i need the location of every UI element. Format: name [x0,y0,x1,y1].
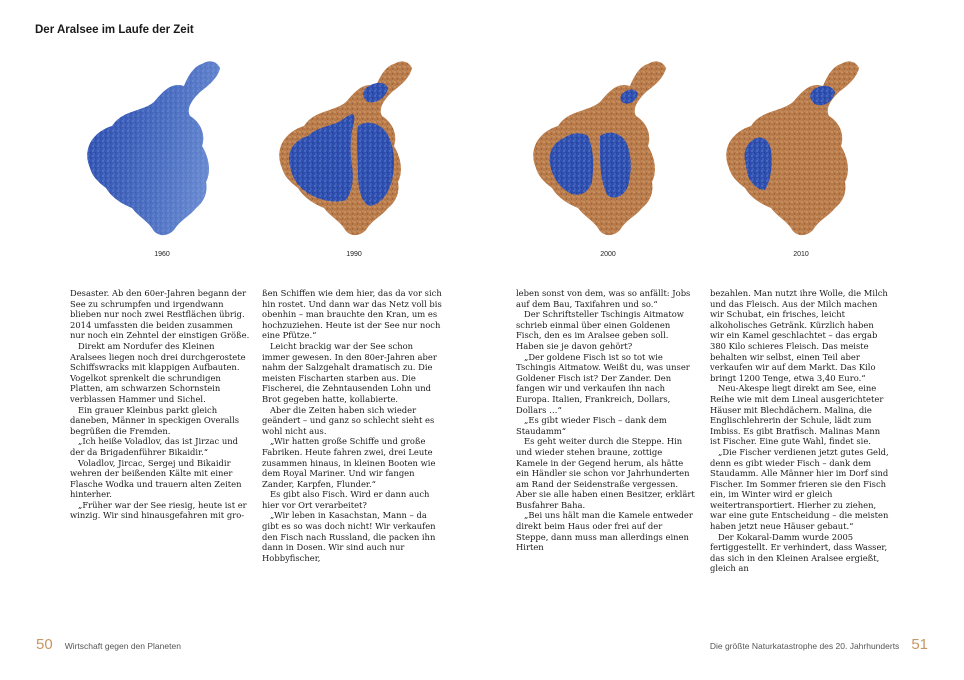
map-2000 [508,40,708,260]
text-column-3 [516,288,696,553]
paragraph: Direkt am Nordufer des Kleinen Aralsees liegen noch drei durchgerostete Schiffswracks mit klappigen Aufbauten. Vogelkot sprenkelt die schrundigen Platten, am schwarzen Schornstein verblassen Hammer und Sichel. [70,340,246,404]
map-year-label: 2010 [793,251,809,258]
text-column-1 [70,288,250,521]
aral-map-1990 [254,40,454,250]
map-year-label: 1990 [346,251,362,258]
map-2010 [701,40,901,260]
paragraph: Desaster. Ab den 60er-Jahren begann der See zu schrumpfen und irgendwann blieben nur noch zwei Restflächen übrig. 2014 umfassten die beiden zusammen nur noch ein Zehntel der einstigen Größe. [70,288,250,341]
paragraph: leben sonst von dem, was so anfällt: Jobs auf dem Bau, Taxifahren und so.“ [516,288,691,309]
paragraph: Der Schriftsteller Tschingis Aitmatow schrieb einmal über einen Goldenen Fisch, den es im Aralsee geben soll. Haben sie je davon gehört? [516,309,684,351]
paragraph: Aber die Zeiten haben sich wieder geändert – und ganz so schlecht sieht es wohl nicht aus. [262,404,435,436]
spread-title: Der Aralsee im Laufe der Zeit [35,24,194,36]
paragraph: Voladlov, Jircac, Sergej und Bikaidir wehren der beißenden Kälte mit einer Flasche Wodka und trauern alten Zeiten hinterher. [70,457,242,500]
paragraph: Es geht weiter durch die Steppe. Hin und wieder stehen braune, zottige Kamele in der Gegend herum, als hätte ein Händler sie schon vor Jahrhunderten am Rand der Seidenstraße vergessen. Aber sie alle haben einen Besitzer, erklärt Busfahrer Baha. [516,436,695,510]
page-number-left: 50 [36,636,53,653]
paragraph: Ein grauer Kleinbus parkt gleich daneben, Männer in speckigen Overalls begrüßen die Fremden. [70,404,240,436]
paragraph: Neu-Akespe liegt direkt am See, eine Reihe wie mit dem Lineal ausgerichteter Häuser mit Blechdächern. Malina, die Englischlehrerin der Schule, lädt zum Imbiss. Es gibt Bratfisch. Malinas Mann ist Fischer. Eine gute Wahl, findet sie. [710,383,884,447]
paragraph: „Der goldene Fisch ist so tot wie Tschingis Aitmatow. Weißt du, was unser Goldener Fisch ist? Der Zander. Den fangen wir und verkaufen ihn nach Europa. Italien, Frankreich, Dollars, Dollars …“ [516,351,690,415]
paragraph: „Bei uns hält man die Kamele entweder direkt beim Haus oder frei auf der Steppe, dann muss man allerdings einen Hirten [516,510,693,553]
map-series [0,40,964,260]
page-number-right: 51 [911,636,928,653]
paragraph: „Früher war der See riesig, heute ist er winzig. Wir sind hinausgefahren mit gro- [70,499,247,521]
map-1960 [62,40,262,260]
map-1990 [254,40,454,260]
running-title-left: Wirtschaft gegen den Planeten [64,641,181,651]
paragraph: bezahlen. Man nutzt ihre Wolle, die Milch und das Fleisch. Aus der Milch machen wir Schubat, ein frisches, leicht alkoholisches Getränk. Kürzlich haben wir ein Kamel geschlachtet – das ergab 380 Kilo schieres Fleisch. Das meiste behalten wir selbst, einen Teil aber verkaufen wir auf dem Markt. Das Kilo bringt 1200 Tenge, etwa 3,40 Euro.“ [710,288,888,383]
footer-left [36,636,181,656]
paragraph: ßen Schiffen wie dem hier, das da vor sich hin rostet. Und dann war das Netz voll bis obenhin – man brauchte den Kran, um es hochzuziehen. Heute ist der See nur noch eine Pfütze.“ [262,288,442,341]
map-year-label: 2000 [600,251,616,258]
map-year-label: 1960 [154,251,170,258]
aral-map-2000 [508,40,708,250]
aral-map-1960 [62,40,262,250]
paragraph: Es gibt also Fisch. Wird er dann auch hier vor Ort verarbeitet? [262,489,430,510]
paragraph: „Wir hatten große Schiffe und große Fabriken. Heute fahren zwei, drei Leute zusammen hinaus, in kleinen Booten wie dem Royal Mariner. Und wir fangen Zander, Karpfen, Flunder.“ [262,436,436,489]
paragraph: „Es gibt wieder Fisch – dank dem Staudamm“ [516,415,667,436]
text-column-4 [710,288,890,574]
paragraph: „Die Fischer verdienen jetzt gutes Geld, denn es gibt wieder Fisch – dank dem Staudamm. Alle Männer hier im Dorf sind Fischer. Im Sommer frieren sie den Fisch ein, im Winter wird er gleich weitertransportiert. Hierher zu ziehen, war eine gute Entscheidung – die meisten haben jetzt neue Häuser gebaut.“ [710,446,889,532]
paragraph: „Wir leben in Kasachstan, Mann – da gibt es so was doch nicht! Wir verkaufen den Fisch nach Russland, die packen ihn dann in Dosen. Wir sind auch nur Hobbyfischer, [262,510,436,563]
paragraph: Der Kokaral-Damm wurde 2005 fertiggestellt. Er verhindert, dass Wasser, das sich in den Kleinen Aralsee ergießt, gleich an [710,531,888,574]
aral-map-2010 [701,40,901,250]
text-column-2 [262,288,442,563]
running-title-right: Die größte Naturkatastrophe des 20. Jahrhunderts [709,641,900,651]
paragraph: „Ich heiße Voladlov, das ist Jirzac und der da Brigadenführer Bikaidir.“ [70,436,239,457]
footer-right [710,636,928,656]
paragraph: Leicht brackig war der See schon immer gewesen. In den 80er-Jahren aber nahm der Salzgehalt dramatisch zu. Die meisten Fischarten starben aus. Die Fischerei, die Zehntausenden Lohn und Brot gegeben hatte, kollabierte. [262,340,437,404]
